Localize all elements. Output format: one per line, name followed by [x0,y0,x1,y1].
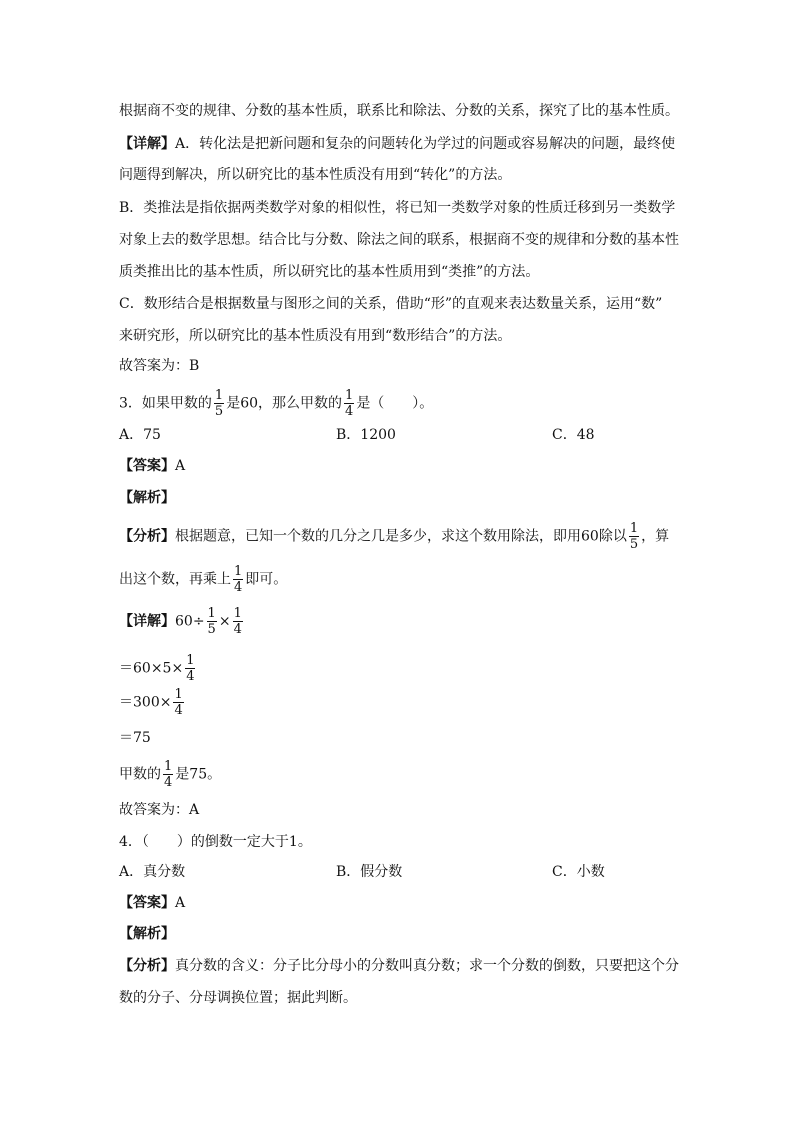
calc-step: ＝300× $\frac{1}{4}$ [119,687,183,718]
answer-line: 【答案】A [119,458,186,474]
fraction: $\frac{1}{4}$ [186,653,195,684]
fraction: $\frac{1}{4}$ [164,759,173,790]
calc-step: ＝75 [119,730,151,746]
option-c: C．小数 [552,864,605,880]
paragraph: 对象上去的数学思想。结合比与分数、除法之间的联系，根据商不变的规律和分数的基本性 [119,232,679,248]
detail-line: 【详解】60÷ $\frac{1}{5}$ × $\frac{1}{4}$ [119,606,242,637]
paragraph: C．数形结合是根据数量与图形之间的关系，借助“形”的直观来表达数量关系，运用“数” [119,296,663,312]
analysis-text: 【分析】真分数的含义：分子比分母小的分数叫真分数；求一个分数的倒数，只要把这个分 [119,958,679,974]
paragraph: 【详解】A．转化法是把新问题和复杂的问题转化为学过的问题或容易解决的问题，最终使 [119,136,676,152]
answer-line: 故答案为：A [119,802,200,818]
fraction: $\frac{1}{5}$ [207,606,216,637]
option-b: B．1200 [336,427,396,443]
fraction: $\frac{1}{4}$ [174,687,183,718]
calc-step: ＝60×5× $\frac{1}{4}$ [119,653,195,684]
fraction: $\frac{1}{4}$ [345,388,354,419]
answer-line: 故答案为：B [119,358,200,374]
option-c: C．48 [552,427,595,443]
option-a: A．真分数 [119,864,186,880]
conclusion: 甲数的 $\frac{1}{4}$ 是75。 [119,759,222,790]
analysis-text: 出这个数，再乘上 $\frac{1}{4}$ 即可。 [119,564,288,595]
fraction: $\frac{1}{5}$ [214,388,224,419]
analysis-heading: 【解析】 [119,926,175,942]
analysis-text: 数的分子、分母调换位置；据此判断。 [119,990,357,1006]
paragraph: 来研究形，所以研究比的基本性质没有用到“数形结合”的方法。 [119,328,512,344]
option-a: A．75 [119,427,161,443]
analysis-text: 【分析】根据题意，已知一个数的几分之几是多少，求这个数用除法，即用60除以 $\frac{1}{5}$ ，算 [119,521,670,552]
fraction: $\frac{1}{4}$ [234,564,243,595]
fraction: $\frac{1}{5}$ [629,521,639,552]
question-3-stem: 3．如果甲数的 $\frac{1}{5}$ 是60，那么甲数的 $\frac{1}{4}$ 是（ ）。 [119,388,434,419]
analysis-heading: 【解析】 [119,490,175,506]
paragraph: 质类推出比的基本性质，所以研究比的基本性质用到“类推”的方法。 [119,264,540,280]
paragraph: B．类推法是指依据两类数学对象的相似性，将已知一类数学对象的性质迁移到另一类数学 [119,200,676,216]
section-tag: 【详解】 [119,136,175,152]
question-4-stem: 4．（ ）的倒数一定大于1。 [119,834,312,850]
answer-line: 【答案】A [119,895,186,911]
paragraph: 根据商不变的规律、分数的基本性质，联系比和除法、分数的关系，探究了比的基本性质。 [119,103,679,119]
option-b: B．假分数 [336,864,403,880]
paragraph: 问题得到解决，所以研究比的基本性质没有用到“转化”的方法。 [119,167,512,183]
fraction: $\frac{1}{4}$ [233,606,242,637]
